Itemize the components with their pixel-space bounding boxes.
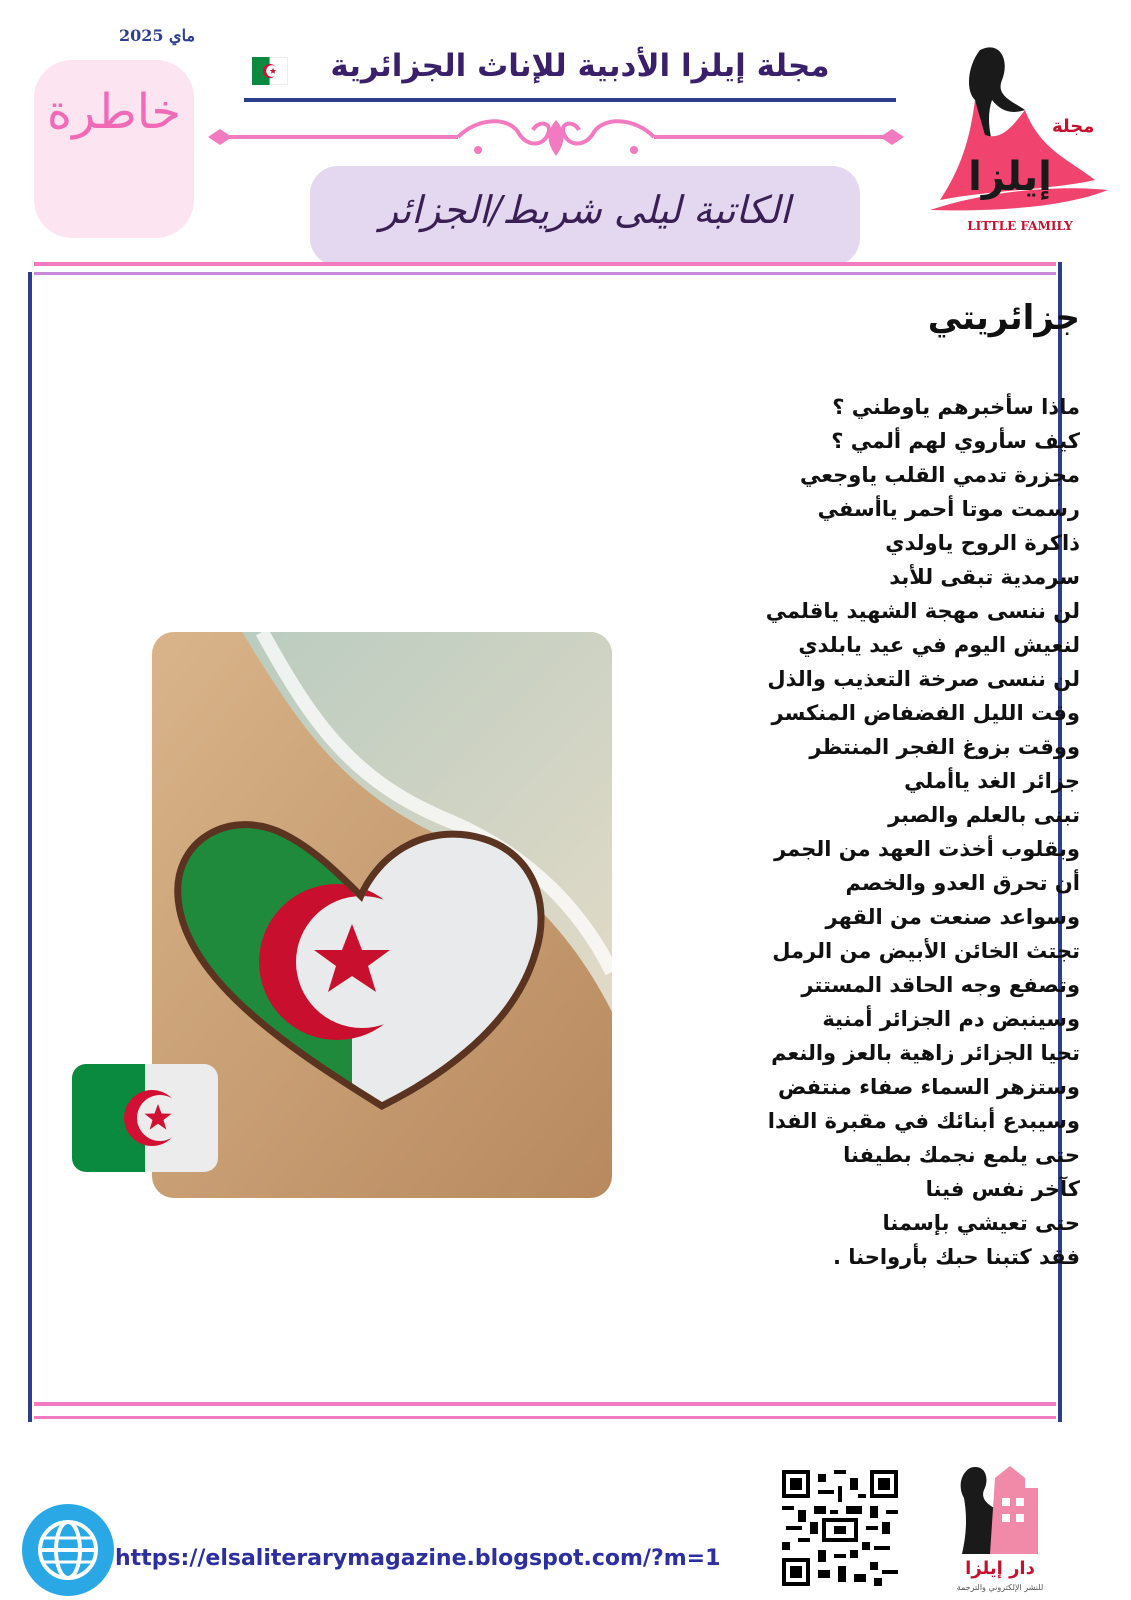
poem-body bbox=[620, 390, 1080, 1274]
publisher-name: دار إيلزا bbox=[965, 1558, 1035, 1579]
poem-line: تبنى بالعلم والصبر bbox=[888, 803, 1080, 827]
qr-code[interactable] bbox=[782, 1470, 898, 1586]
poem-line: جزائر الغد ياأملي bbox=[904, 769, 1080, 793]
top-divider bbox=[34, 262, 1056, 266]
algeria-flag-icon bbox=[72, 1064, 218, 1172]
author-name: الكاتبة ليلى شريط/الجزائر bbox=[379, 188, 791, 232]
poem-line: ذاكرة الروح ياولدي bbox=[885, 531, 1080, 555]
publisher-logo bbox=[940, 1458, 1060, 1594]
heart-flag-photo bbox=[152, 632, 612, 1198]
poem-line: تحيا الجزائر زاهية بالعز والنعم bbox=[771, 1041, 1080, 1065]
poem-line: سرمدية تبقى للأبد bbox=[889, 565, 1080, 589]
poem-line: كآخر نفس فينا bbox=[925, 1177, 1080, 1201]
category-label: خاطرة bbox=[46, 84, 182, 140]
website-link[interactable]: https://elsaliterarymagazine.blogspot.com/?m=1 bbox=[115, 1546, 721, 1571]
issue-date: ماي 2025 bbox=[118, 26, 196, 45]
title-underline bbox=[244, 98, 896, 102]
poem-line: وتصفع وجه الحاقد المستتر bbox=[801, 973, 1080, 997]
magazine-title: مجلة إيلزا الأدبية للإناث الجزائرية bbox=[330, 48, 830, 84]
publisher-subtitle: للنشر الإلكتروني والترجمة bbox=[956, 1583, 1044, 1592]
poem-title: جزائريتي bbox=[927, 298, 1080, 338]
poem-line: ووقت بزوغ الفجر المنتظر bbox=[809, 735, 1080, 759]
poem-line: وسواعد صنعت من القهر bbox=[825, 905, 1080, 929]
top-divider-inner bbox=[34, 272, 1056, 275]
poem-line: لن ننسى صرخة التعذيب والذل bbox=[767, 667, 1080, 691]
poem-line: حتى تعيشي بإسمنا bbox=[882, 1211, 1080, 1235]
poem-line: وقت الليل الفضفاض المنكسر bbox=[771, 701, 1080, 725]
decorative-ornament bbox=[208, 112, 904, 162]
poem-line: أن تحرق العدو والخصم bbox=[845, 871, 1080, 895]
bottom-divider bbox=[34, 1402, 1056, 1406]
bottom-divider-outer bbox=[34, 1416, 1056, 1419]
poem-line: وسيبدع أبنائك في مقبرة الفدا bbox=[767, 1109, 1080, 1133]
poem-line: وبقلوب أخذت العهد من الجمر bbox=[774, 837, 1080, 861]
poem-line: وستزهر السماء صفاء منتفض bbox=[778, 1075, 1080, 1099]
left-border bbox=[28, 272, 32, 1422]
logo-name: إيلزا bbox=[968, 154, 1052, 200]
poem-line: لن ننسى مهجة الشهيد ياقلمي bbox=[765, 599, 1080, 623]
poem-line: حتى يلمع نجمك بطيفنا bbox=[843, 1143, 1080, 1167]
poem-line: وسينبض دم الجزائر أمنية bbox=[822, 1007, 1080, 1031]
poem-line: رسمت موتا أحمر ياأسفي bbox=[817, 497, 1080, 521]
magazine-logo bbox=[930, 40, 1110, 240]
poem-line: فقد كتبنا حبك بأرواحنا . bbox=[833, 1245, 1080, 1269]
poem-line: كيف سأروي لهم ألمي ؟ bbox=[831, 429, 1080, 453]
logo-small-label: مجلة bbox=[1052, 116, 1095, 137]
logo-tagline: LITTLE FAMILY bbox=[967, 219, 1073, 233]
poem-line: ماذا سأخبرهم ياوطني ؟ bbox=[832, 395, 1080, 419]
globe-icon[interactable] bbox=[20, 1502, 116, 1598]
poem-line: تجتث الخائن الأبيض من الرمل bbox=[772, 939, 1080, 963]
poem-line: مجزرة تدمي القلب ياوجعي bbox=[800, 463, 1080, 487]
poem-line: لنعيش اليوم في عيد يابلدي bbox=[798, 633, 1080, 657]
